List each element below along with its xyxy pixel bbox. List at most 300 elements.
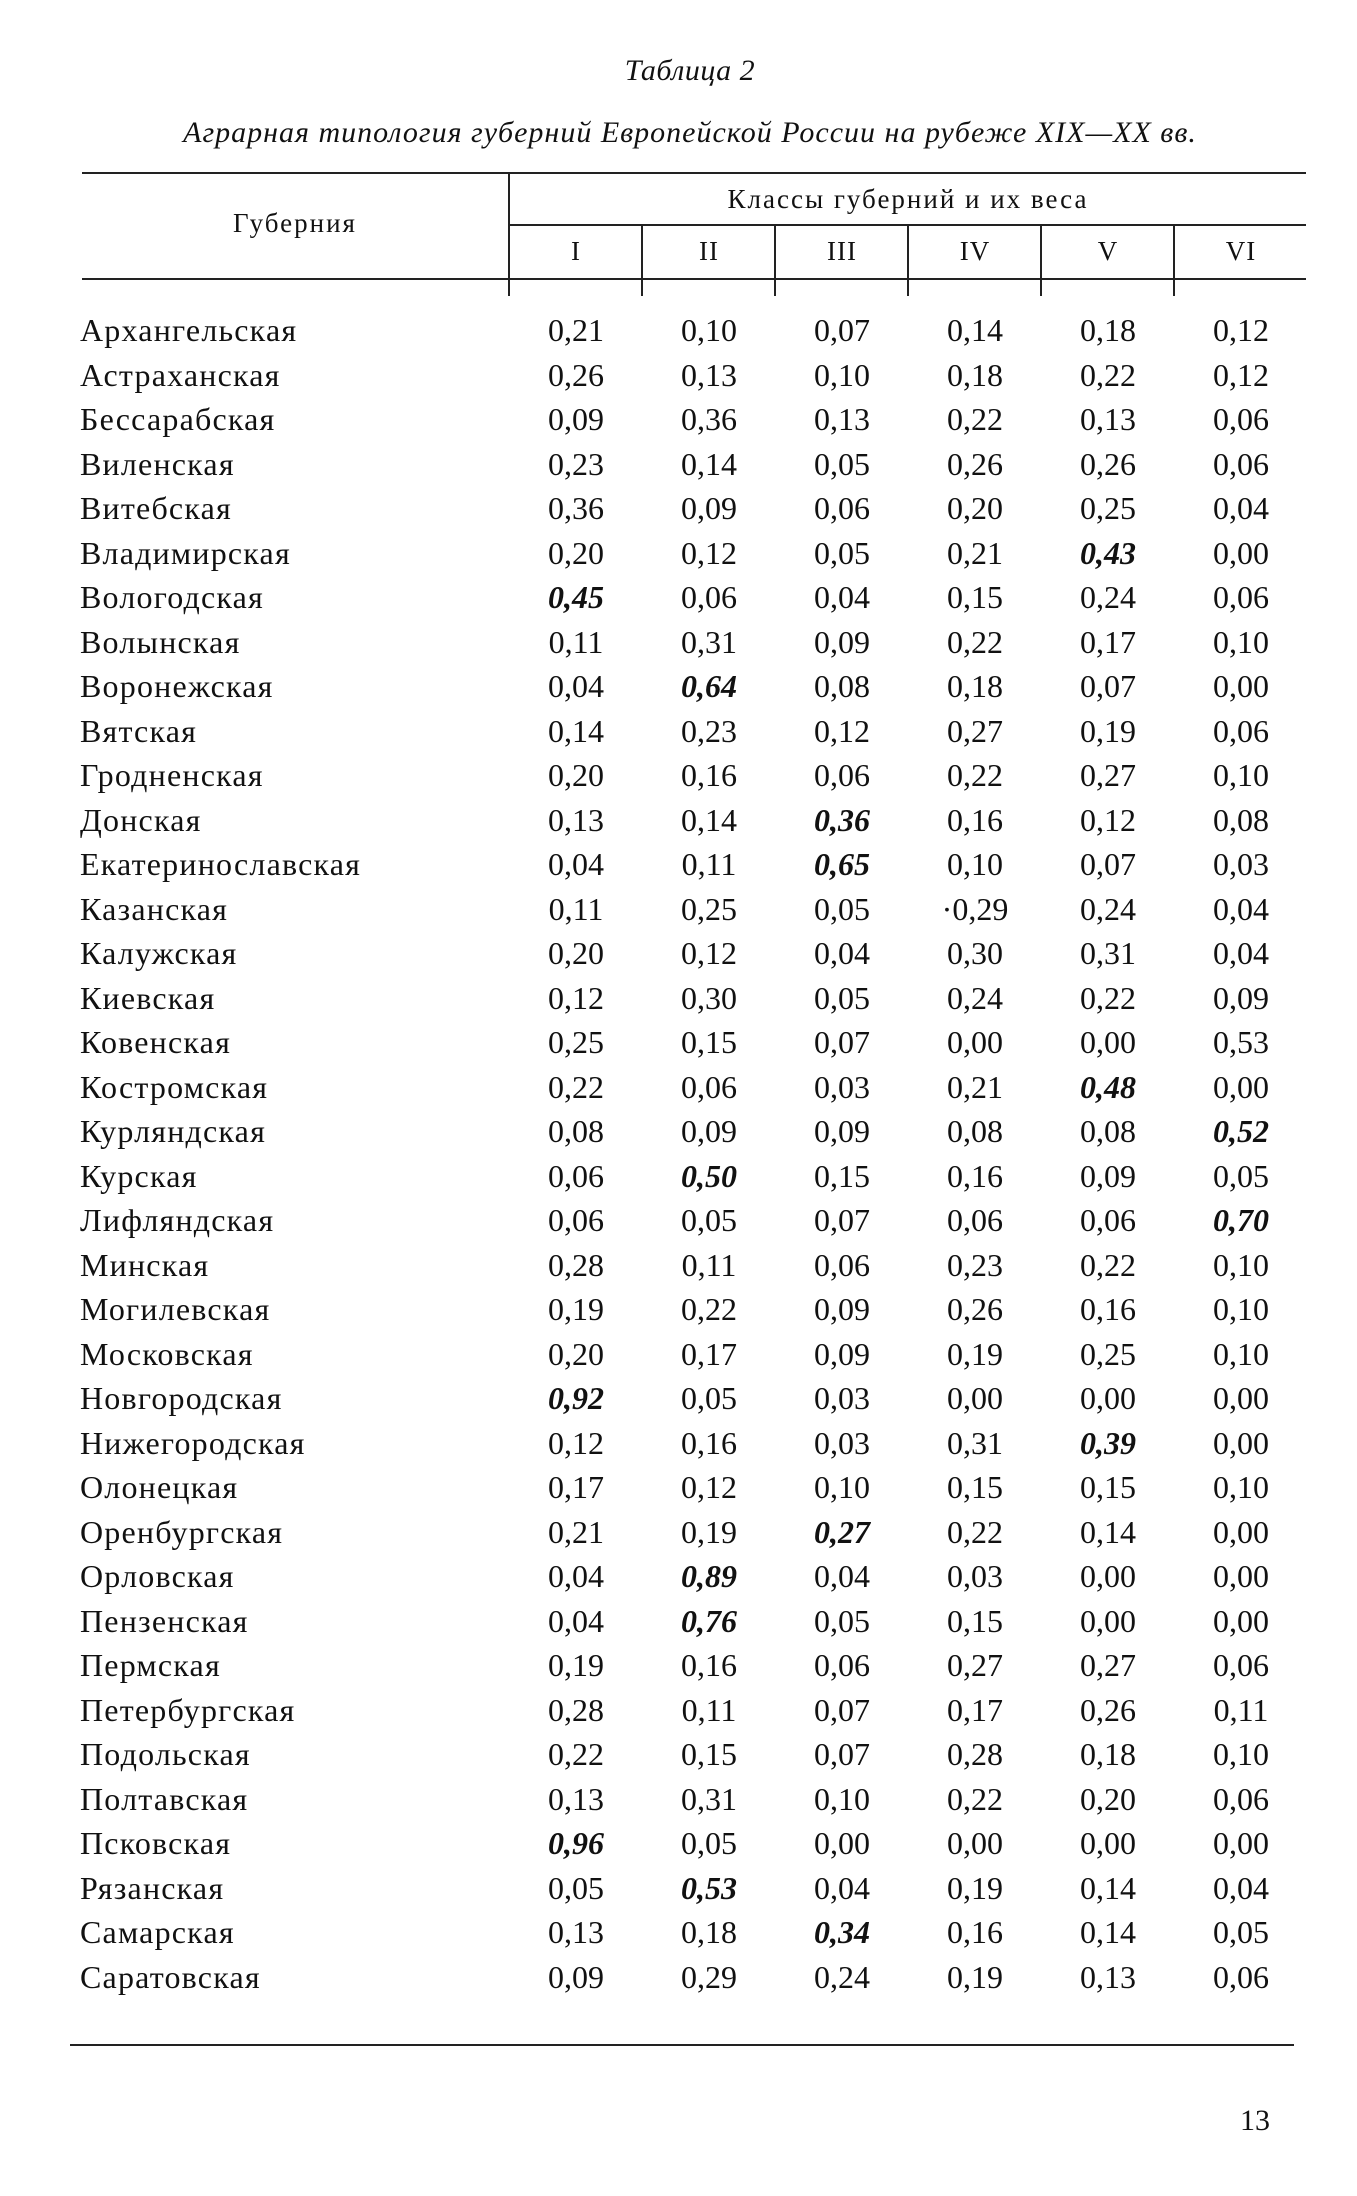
- table-row: [0, 1109, 1357, 1154]
- class-weight-cell: 0,04: [548, 1602, 604, 1639]
- class-weight-cell: 0,06: [947, 1202, 1003, 1238]
- region-name: Костромская: [80, 1068, 269, 1105]
- class-weight-cell: 0,22: [1080, 979, 1136, 1016]
- class-weight-cell: 0,13: [548, 801, 604, 838]
- class-weight-cell: 0,05: [1213, 1914, 1269, 1950]
- class-weight-cell: 0,04: [1213, 935, 1269, 971]
- class-weight-cell: 0,00: [1080, 1602, 1136, 1639]
- table-row: [0, 1955, 1357, 2000]
- class-weight-cell: 0,18: [947, 668, 1003, 704]
- class-weight-cell: 0,10: [1213, 1291, 1269, 1327]
- class-weight-cell: 0,05: [681, 1380, 737, 1416]
- class-weight-cell: 0,12: [1213, 312, 1269, 348]
- region-name: Вологодская: [80, 579, 264, 615]
- table-row: [0, 1287, 1357, 1332]
- class-weight-cell: 0,00: [1080, 1558, 1136, 1594]
- table-row: [0, 1599, 1357, 1644]
- class-weight-cell: 0,16: [681, 757, 737, 793]
- classes-group-header: Классы губерний и их веса: [727, 184, 1089, 214]
- table-row: [0, 1198, 1357, 1243]
- class-weight-cell: 0,06: [1213, 1780, 1269, 1817]
- class-weight-cell: 0,31: [1080, 935, 1136, 971]
- table-row: [0, 1243, 1357, 1288]
- region-name: Бессарабская: [80, 401, 276, 437]
- class-weight-cell: 0,16: [947, 1157, 1003, 1194]
- class-weight-cell: 0,20: [548, 1335, 604, 1372]
- region-name: Олонецкая: [80, 1469, 239, 1505]
- class-weight-cell: 0,26: [548, 356, 604, 393]
- class-weight-cell: 0,09: [814, 1113, 870, 1149]
- class-weight-cell: 0,06: [814, 757, 870, 793]
- region-name: Ковенская: [80, 1024, 231, 1060]
- region-name: Рязанская: [80, 1869, 225, 1906]
- class-weight-cell: 0,12: [681, 534, 737, 571]
- table-row: [0, 1376, 1357, 1421]
- table-row: [0, 1554, 1357, 1599]
- class-weight-cell: 0,09: [548, 1958, 604, 1995]
- class-weight-cell: 0,11: [1213, 1691, 1269, 1728]
- region-column-header: Губерния: [233, 208, 357, 238]
- class-weight-cell: 0,07: [1080, 846, 1136, 882]
- class-weight-cell: 0,15: [681, 1024, 737, 1060]
- class-weight-cell: 0,52: [1213, 1113, 1269, 1149]
- class-weight-cell: 0,12: [814, 712, 870, 749]
- class-weight-cell: 0,14: [681, 801, 737, 838]
- table-row: [0, 353, 1357, 398]
- class-weight-cell: 0,08: [548, 1113, 604, 1149]
- class-header-iv: IV: [959, 236, 991, 266]
- class-weight-cell: 0,14: [681, 445, 737, 482]
- table-row: [0, 1777, 1357, 1822]
- class-weight-cell: 0,14: [1080, 1869, 1136, 1906]
- class-weight-cell: 0,10: [1213, 1469, 1269, 1505]
- class-weight-cell: 0,12: [681, 935, 737, 971]
- table-row: [0, 664, 1357, 709]
- class-weight-cell: 0,31: [681, 1780, 737, 1817]
- class-weight-cell: 0,08: [1213, 801, 1269, 838]
- class-weight-cell: 0,00: [1080, 1825, 1136, 1861]
- class-weight-cell: 0,06: [1213, 712, 1269, 749]
- class-weight-cell: 0,03: [814, 1380, 870, 1416]
- class-weight-cell: 0,06: [1213, 401, 1269, 437]
- class-weight-cell: 0,00: [1213, 1424, 1269, 1461]
- class-weight-cell: 0,11: [681, 1246, 737, 1283]
- table-row: [0, 442, 1357, 487]
- class-weight-cell: 0,06: [681, 1068, 737, 1105]
- region-name: Витебская: [80, 490, 232, 526]
- class-weight-cell: 0,22: [1080, 1246, 1136, 1283]
- class-weight-cell: 0,13: [681, 356, 737, 393]
- table-row: [0, 1688, 1357, 1733]
- class-weight-cell: 0,15: [814, 1157, 870, 1194]
- region-name: Донская: [80, 801, 202, 838]
- class-weight-cell: 0,09: [814, 623, 870, 660]
- class-weight-cell: 0,18: [1080, 1736, 1136, 1772]
- class-weight-cell: 0,04: [548, 668, 604, 704]
- table-row: [0, 1065, 1357, 1110]
- table-row: [0, 1821, 1357, 1866]
- table-label: Таблица 2: [624, 54, 756, 87]
- class-weight-cell: 0,27: [1080, 757, 1136, 793]
- class-weight-cell: 0,21: [548, 312, 604, 348]
- class-weight-cell: 0,11: [548, 623, 604, 660]
- class-weight-cell: 0,00: [1213, 1602, 1269, 1639]
- class-weight-cell: 0,09: [1080, 1157, 1136, 1194]
- class-weight-cell: 0,14: [1080, 1914, 1136, 1950]
- class-weight-cell: 0,07: [814, 1202, 870, 1238]
- class-weight-cell: 0,96: [548, 1825, 604, 1861]
- class-weight-cell: 0,07: [814, 312, 870, 348]
- class-weight-cell: 0,00: [1213, 534, 1269, 571]
- table-row: [0, 531, 1357, 576]
- class-weight-cell: 0,24: [947, 979, 1003, 1016]
- class-weight-cell: 0,50: [681, 1157, 737, 1194]
- class-weight-cell: 0,22: [681, 1291, 737, 1327]
- class-weight-cell: 0,13: [1080, 401, 1136, 437]
- table-row: [0, 798, 1357, 843]
- class-weight-cell: 0,43: [1080, 534, 1136, 571]
- class-weight-cell: 0,04: [814, 1558, 870, 1594]
- class-weight-cell: 0,10: [681, 312, 737, 348]
- region-name: Курская: [80, 1157, 198, 1194]
- table-title: Аграрная типология губерний Европейской России на рубеже XIX—XX вв.: [183, 116, 1197, 149]
- table-row: [0, 1866, 1357, 1911]
- class-weight-cell: 0,21: [548, 1513, 604, 1550]
- class-weight-cell: 0,64: [681, 668, 737, 704]
- class-weight-cell: 0,06: [814, 490, 870, 526]
- class-weight-cell: 0,19: [947, 1958, 1003, 1995]
- class-weight-cell: 0,31: [681, 623, 737, 660]
- class-weight-cell: 0,28: [947, 1736, 1003, 1772]
- class-weight-cell: 0,00: [1213, 1068, 1269, 1105]
- class-header-ii: II: [699, 236, 719, 266]
- region-name: Волынская: [80, 623, 241, 660]
- class-weight-cell: 0,11: [681, 846, 737, 882]
- class-weight-cell: 0,04: [814, 579, 870, 615]
- class-weight-cell: 0,26: [947, 1291, 1003, 1327]
- class-weight-cell: 0,05: [1213, 1157, 1269, 1194]
- class-weight-cell: 0,17: [548, 1469, 604, 1505]
- class-weight-cell: 0,04: [1213, 1869, 1269, 1906]
- class-weight-cell: 0,05: [814, 1602, 870, 1639]
- class-weight-cell: 0,16: [1080, 1291, 1136, 1327]
- table-row: [0, 1421, 1357, 1466]
- class-weight-cell: 0,24: [814, 1958, 870, 1995]
- region-name: Московская: [80, 1335, 254, 1372]
- class-weight-cell: 0,20: [548, 534, 604, 571]
- class-weight-cell: 0,04: [548, 1558, 604, 1594]
- class-weight-cell: 0,23: [548, 445, 604, 482]
- table-row: [0, 620, 1357, 665]
- class-weight-cell: 0,08: [814, 668, 870, 704]
- class-weight-cell: 0,25: [681, 890, 737, 927]
- class-weight-cell: 0,05: [814, 890, 870, 927]
- class-weight-cell: 0,00: [1080, 1024, 1136, 1060]
- class-weight-cell: 0,05: [681, 1202, 737, 1238]
- class-weight-cell: 0,89: [681, 1558, 737, 1594]
- table-row: [0, 1465, 1357, 1510]
- region-name: Казанская: [80, 890, 229, 927]
- region-name: Калужская: [80, 935, 238, 971]
- region-name: Саратовская: [80, 1958, 261, 1995]
- region-name: Виленская: [80, 445, 235, 482]
- class-weight-cell: 0,04: [814, 1869, 870, 1906]
- table-row: [0, 976, 1357, 1021]
- class-weight-cell: 0,00: [1213, 1380, 1269, 1416]
- region-name: Минская: [80, 1246, 210, 1283]
- class-weight-cell: 0,19: [681, 1513, 737, 1550]
- class-weight-cell: 0,00: [1213, 668, 1269, 704]
- class-weight-cell: 0,19: [548, 1291, 604, 1327]
- class-weight-cell: 0,14: [548, 712, 604, 749]
- class-weight-cell: 0,21: [947, 534, 1003, 571]
- region-name: Пермская: [80, 1647, 221, 1683]
- class-weight-cell: 0,65: [814, 846, 870, 882]
- class-weight-cell: 0,09: [681, 490, 737, 526]
- class-weight-cell: 0,15: [947, 1469, 1003, 1505]
- region-name: Гродненская: [80, 757, 264, 793]
- class-weight-cell: 0,11: [548, 890, 604, 927]
- table-row: [0, 1643, 1357, 1688]
- class-weight-cell: 0,04: [1213, 890, 1269, 927]
- class-weight-cell: 0,26: [1080, 445, 1136, 482]
- region-name: Петербургская: [80, 1691, 296, 1728]
- class-weight-cell: 0,09: [814, 1291, 870, 1327]
- class-weight-cell: 0,24: [1080, 579, 1136, 615]
- region-name: Астраханская: [80, 356, 281, 393]
- region-name: Лифляндская: [80, 1202, 275, 1238]
- region-name: Архангельская: [80, 312, 298, 348]
- class-weight-cell: 0,18: [1080, 312, 1136, 348]
- class-weight-cell: 0,15: [1080, 1469, 1136, 1505]
- class-weight-cell: 0,06: [1080, 1202, 1136, 1238]
- class-weight-cell: 0,45: [548, 579, 604, 615]
- class-weight-cell: 0,25: [1080, 490, 1136, 526]
- class-weight-cell: 0,36: [814, 801, 870, 838]
- table-row: [0, 1510, 1357, 1555]
- table-row: [0, 1332, 1357, 1377]
- class-weight-cell: 0,12: [1080, 801, 1136, 838]
- class-weight-cell: 0,06: [814, 1246, 870, 1283]
- class-weight-cell: 0,36: [548, 490, 604, 526]
- class-weight-cell: 0,06: [1213, 579, 1269, 615]
- class-weight-cell: 0,06: [1213, 1958, 1269, 1995]
- class-weight-cell: 0,27: [1080, 1647, 1136, 1683]
- class-weight-cell: 0,15: [681, 1736, 737, 1772]
- class-weight-cell: 0,25: [548, 1024, 604, 1060]
- class-weight-cell: 0,13: [1080, 1958, 1136, 1995]
- class-weight-cell: 0,10: [814, 1469, 870, 1505]
- class-weight-cell: 0,00: [947, 1825, 1003, 1861]
- class-weight-cell: 0,16: [681, 1424, 737, 1461]
- table-row: [0, 308, 1357, 353]
- class-weight-cell: 0,17: [1080, 623, 1136, 660]
- class-weight-cell: 0,00: [947, 1380, 1003, 1416]
- region-name: Оренбургская: [80, 1513, 284, 1550]
- region-name: Орловская: [80, 1558, 235, 1594]
- class-weight-cell: 0,48: [1080, 1068, 1136, 1105]
- class-weight-cell: 0,03: [814, 1424, 870, 1461]
- class-weight-cell: 0,18: [681, 1914, 737, 1950]
- class-weight-cell: 0,20: [947, 490, 1003, 526]
- class-weight-cell: 0,12: [548, 979, 604, 1016]
- region-name: Владимирская: [80, 534, 291, 571]
- class-weight-cell: 0,10: [1213, 757, 1269, 793]
- class-weight-cell: 0,30: [947, 935, 1003, 971]
- class-weight-cell: 0,06: [681, 579, 737, 615]
- class-weight-cell: 0,31: [947, 1424, 1003, 1461]
- class-weight-cell: 0,06: [1213, 445, 1269, 482]
- region-name: Пензенская: [80, 1602, 249, 1639]
- class-weight-cell: 0,27: [947, 712, 1003, 749]
- class-weight-cell: 0,19: [548, 1647, 604, 1683]
- class-weight-cell: 0,13: [548, 1780, 604, 1817]
- class-weight-cell: 0,22: [1080, 356, 1136, 393]
- table-row: [0, 1910, 1357, 1955]
- class-weight-cell: 0,39: [1080, 1424, 1136, 1461]
- class-weight-cell: 0,08: [1080, 1113, 1136, 1149]
- class-weight-cell: 0,22: [947, 1513, 1003, 1550]
- class-weight-cell: 0,20: [1080, 1780, 1136, 1817]
- class-weight-cell: 0,10: [947, 846, 1003, 882]
- class-weight-cell: 0,07: [814, 1691, 870, 1728]
- class-weight-cell: 0,17: [947, 1691, 1003, 1728]
- class-weight-cell: 0,16: [947, 801, 1003, 838]
- class-weight-cell: 0,17: [681, 1335, 737, 1372]
- class-weight-cell: 0,36: [681, 401, 737, 437]
- class-weight-cell: 0,22: [947, 401, 1003, 437]
- class-weight-cell: 0,25: [1080, 1335, 1136, 1372]
- class-weight-cell: 0,10: [1213, 1335, 1269, 1372]
- table-row: [0, 1154, 1357, 1199]
- class-header-iii: III: [827, 236, 857, 266]
- class-weight-cell: 0,53: [1213, 1024, 1269, 1060]
- class-weight-cell: 0,19: [1080, 712, 1136, 749]
- class-header-i: I: [571, 236, 581, 266]
- class-weight-cell: 0,29: [681, 1958, 737, 1995]
- class-weight-cell: 0,14: [947, 312, 1003, 348]
- header-bottom-rule: [82, 278, 1306, 280]
- class-weight-cell: 0,00: [1213, 1513, 1269, 1550]
- class-weight-cell: 0,04: [1213, 490, 1269, 526]
- class-weight-cell: 0,04: [548, 846, 604, 882]
- class-weight-cell: 0,10: [814, 356, 870, 393]
- class-weight-cell: 0,05: [814, 445, 870, 482]
- class-weight-cell: 0,00: [814, 1825, 870, 1861]
- class-weight-cell: 0,09: [814, 1335, 870, 1372]
- class-weight-cell: 0,30: [681, 979, 737, 1016]
- region-name: Екатеринославская: [80, 846, 362, 882]
- table-bottom-rule: [70, 2044, 1294, 2046]
- class-weight-cell: 0,07: [814, 1736, 870, 1772]
- class-weight-cell: 0,23: [947, 1246, 1003, 1283]
- class-weight-cell: 0,07: [814, 1024, 870, 1060]
- region-name: Вятская: [80, 712, 198, 749]
- class-weight-cell: 0,08: [947, 1113, 1003, 1149]
- region-name: Полтавская: [80, 1780, 249, 1817]
- class-weight-cell: 0,27: [947, 1647, 1003, 1683]
- class-weight-cell: 0,26: [947, 445, 1003, 482]
- class-weight-cell: 0,22: [947, 757, 1003, 793]
- table-row: [0, 1732, 1357, 1777]
- class-weight-cell: 0,22: [947, 623, 1003, 660]
- region-name: Нижегородская: [80, 1424, 306, 1461]
- class-weight-cell: 0,23: [681, 712, 737, 749]
- class-weight-cell: 0,14: [1080, 1513, 1136, 1550]
- class-weight-cell: 0,20: [548, 935, 604, 971]
- class-weight-cell: 0,22: [548, 1068, 604, 1105]
- class-weight-cell: 0,70: [1213, 1202, 1269, 1238]
- region-name: Могилевская: [80, 1291, 271, 1327]
- table-top-rule: [82, 172, 1306, 174]
- class-weight-cell: 0,20: [548, 757, 604, 793]
- class-weight-cell: 0,03: [814, 1068, 870, 1105]
- class-weight-cell: 0,10: [1213, 1736, 1269, 1772]
- region-name: Воронежская: [80, 668, 274, 704]
- class-weight-cell: 0,11: [681, 1691, 737, 1728]
- class-weight-cell: 0,92: [548, 1380, 604, 1416]
- class-weight-cell: 0,26: [1080, 1691, 1136, 1728]
- table-row: [0, 486, 1357, 531]
- class-weight-cell: 0,10: [1213, 1246, 1269, 1283]
- class-weight-cell: 0,05: [814, 979, 870, 1016]
- region-name: Курляндская: [80, 1113, 266, 1149]
- class-weight-cell: 0,18: [947, 356, 1003, 393]
- region-name: Псковская: [80, 1825, 232, 1861]
- class-weight-cell: 0,03: [1213, 846, 1269, 882]
- class-weight-cell: 0,13: [814, 401, 870, 437]
- class-weight-cell: ·0,29: [941, 890, 1009, 927]
- class-weight-cell: 0,09: [548, 401, 604, 437]
- region-name: Новгородская: [80, 1380, 283, 1416]
- class-weight-cell: 0,53: [681, 1869, 737, 1906]
- class-weight-cell: 0,12: [1213, 356, 1269, 393]
- table-row: [0, 887, 1357, 932]
- class-weight-cell: 0,16: [681, 1647, 737, 1683]
- table-body: [0, 308, 1357, 1999]
- class-weight-cell: 0,27: [814, 1513, 870, 1550]
- class-weight-cell: 0,09: [681, 1113, 737, 1149]
- region-name: Самарская: [80, 1914, 235, 1950]
- class-weight-cell: 0,21: [947, 1068, 1003, 1105]
- class-weight-cell: 0,12: [548, 1424, 604, 1461]
- table-row: [0, 842, 1357, 887]
- class-weight-cell: 0,34: [814, 1914, 870, 1950]
- class-weight-cell: 0,05: [548, 1869, 604, 1906]
- class-weight-cell: 0,06: [548, 1202, 604, 1238]
- region-name: Киевская: [80, 979, 216, 1016]
- class-weight-cell: 0,00: [1213, 1825, 1269, 1861]
- class-weight-cell: 0,07: [1080, 668, 1136, 704]
- class-weight-cell: 0,03: [947, 1558, 1003, 1594]
- class-weight-cell: 0,22: [947, 1780, 1003, 1817]
- class-weight-cell: 0,76: [681, 1602, 737, 1639]
- class-weight-cell: 0,00: [1213, 1558, 1269, 1594]
- class-weight-cell: 0,19: [947, 1335, 1003, 1372]
- class-weight-cell: 0,28: [548, 1246, 604, 1283]
- class-weight-cell: 0,12: [681, 1469, 737, 1505]
- class-weight-cell: 0,06: [548, 1157, 604, 1194]
- region-name: Подольская: [80, 1736, 251, 1772]
- class-weight-cell: 0,19: [947, 1869, 1003, 1906]
- class-weight-cell: 0,05: [681, 1825, 737, 1861]
- class-weight-cell: 0,15: [947, 1602, 1003, 1639]
- class-weight-cell: 0,06: [814, 1647, 870, 1683]
- class-weight-cell: 0,24: [1080, 890, 1136, 927]
- class-weight-cell: 0,13: [548, 1914, 604, 1950]
- class-weight-cell: 0,09: [1213, 979, 1269, 1016]
- class-weight-cell: 0,10: [1213, 623, 1269, 660]
